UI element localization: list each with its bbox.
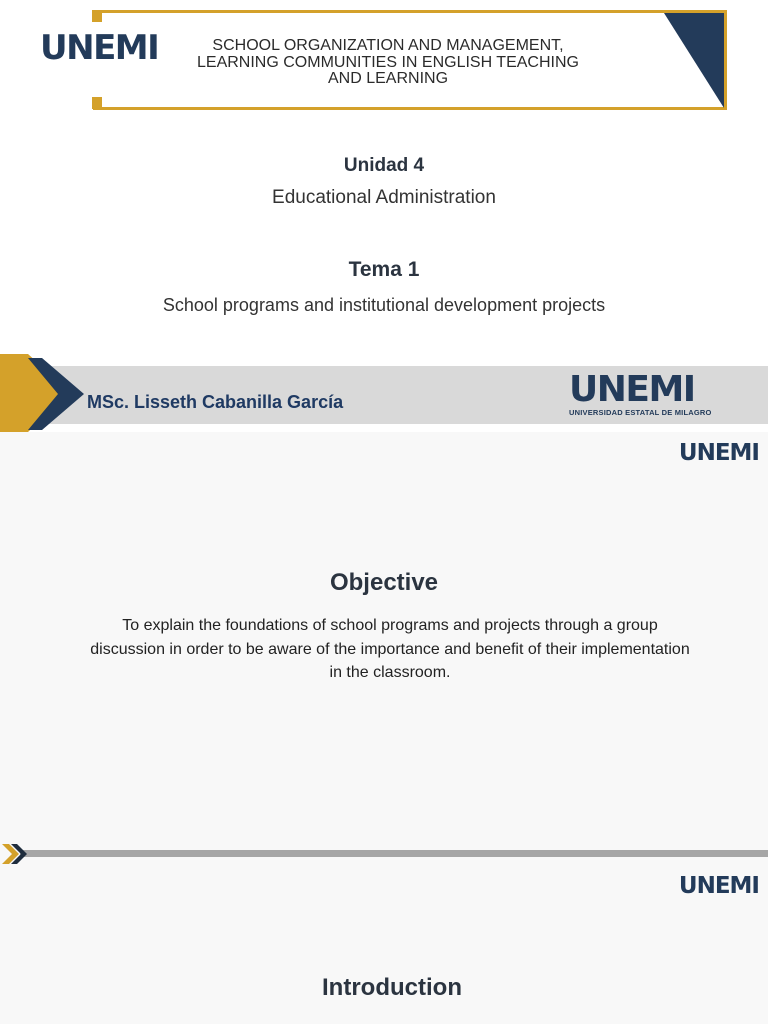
frame-corner-accent — [92, 10, 102, 22]
frame-corner-accent — [92, 97, 102, 109]
divider-rule — [20, 850, 768, 857]
unemi-logo: UNEMI — [569, 369, 695, 410]
chevron-arrows-icon — [2, 842, 28, 866]
title-slide — [0, 0, 768, 432]
objective-heading: Objective — [329, 569, 439, 596]
university-name: UNIVERSIDAD ESTATAL DE MILAGRO — [569, 408, 712, 417]
corner-triangle-decoration — [664, 13, 726, 108]
unit-name: Educational Administration — [272, 187, 496, 208]
introduction-slide — [0, 866, 768, 1024]
topic-name: School programs and institutional development projects — [162, 295, 606, 315]
author-name: MSc. Lisseth Cabanilla García — [87, 392, 344, 412]
unit-heading: Unidad 4 — [343, 155, 425, 176]
unemi-logo: UNEMI — [40, 28, 159, 68]
objective-slide — [0, 432, 768, 866]
unemi-logo: UNEMI — [678, 873, 759, 899]
topic-heading: Tema 1 — [348, 258, 420, 281]
course-title: SCHOOL ORGANIZATION AND MANAGEMENT, LEARNING COMMUNITIES IN ENGLISH TEACHING AND LEARNING — [197, 37, 579, 87]
chevron-arrows-icon — [0, 354, 90, 432]
unemi-logo: UNEMI — [678, 440, 759, 466]
objective-text: To explain the foundations of school programs and projects through a group discussion in order to be aware of the importance and benefit of their implementation in the classroom. — [90, 617, 690, 681]
introduction-heading: Introduction — [322, 974, 462, 1001]
